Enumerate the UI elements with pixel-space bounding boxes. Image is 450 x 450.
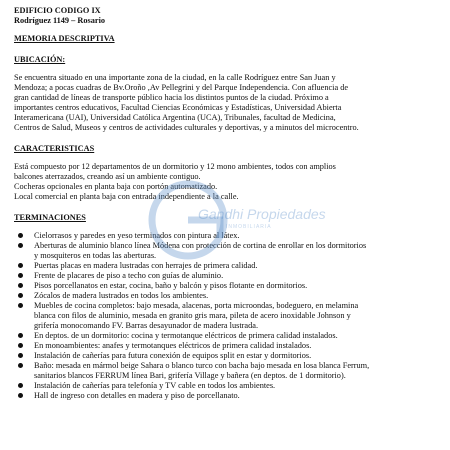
- bullet-icon: [18, 263, 23, 268]
- bullet-icon: [18, 293, 23, 298]
- terminaciones-list: [14, 231, 438, 401]
- bullet-icon: [18, 283, 23, 288]
- bullet-icon: [18, 303, 23, 308]
- list-item: [14, 241, 438, 261]
- bullet-icon: [18, 333, 23, 338]
- bullet-icon: [18, 363, 23, 368]
- list-item: [14, 291, 438, 301]
- list-item-text: En monoambientes: anafes y termotanques eléctricos de primera calidad instalados.: [34, 341, 312, 350]
- caracteristicas-line: Cocheras opcionales en planta baja con portón automatizado.: [14, 182, 218, 191]
- list-item: [14, 391, 438, 401]
- list-item: [14, 271, 438, 281]
- list-item: [14, 281, 438, 291]
- list-item-text: En deptos. de un dormitorio: cocina y termotanque eléctricos de primera calidad instalados.: [34, 331, 338, 340]
- list-item: [14, 381, 438, 391]
- list-item-text: Muebles de cocina completos: bajo mesada, alacenas, porta microondas, bodeguero, en melamina: [34, 301, 359, 310]
- caracteristicas-heading: CARACTERISTICAS: [14, 144, 95, 153]
- bullet-icon: [18, 383, 23, 388]
- list-item: [14, 231, 438, 241]
- list-item-text: Baño: mesada en mármol beige Sahara o blanco turco con bacha bajo mesada en losa blanca Ferrum,: [34, 361, 370, 370]
- list-item-text: y mosquiteros en todas las aberturas.: [34, 251, 157, 260]
- ubicacion-line: gran cantidad de líneas de transporte público hacia los distintos puntos de la ciudad. Próximo a: [14, 93, 329, 102]
- list-item: [14, 331, 438, 341]
- list-item: [14, 361, 438, 381]
- ubicacion-line: Se encuentra situado en una importante zona de la ciudad, en la calle Rodríguez entre San Juan y: [14, 73, 336, 82]
- bullet-icon: [18, 243, 23, 248]
- ubicacion-line: Interamericana (UAI), Universidad Católica Argentina (UCA), Tribunales, facultad de Medicina,: [14, 113, 336, 122]
- document-page: [14, 6, 438, 401]
- list-item: [14, 341, 438, 351]
- list-item-text: Aberturas de aluminio blanco línea Módena con protección de cortina de enrollar en los dormitorios: [34, 241, 367, 250]
- list-item-text: Cielorrasos y paredes en yeso terminados con pintura al látex.: [34, 231, 240, 240]
- caracteristicas-paragraph: [14, 162, 438, 202]
- terminaciones-heading: TERMINACIONES: [14, 213, 86, 222]
- list-item: [14, 301, 438, 331]
- list-item-text: Puertas placas en madera lustradas con herrajes de primera calidad.: [34, 261, 258, 270]
- list-item-text: Pisos porcellanatos en estar, cocina, baño y balcón y pisos flotante en dormitorios.: [34, 281, 308, 290]
- ubicacion-line: Centros de Salud, Museos y centros de actividades culturales y deportivas, y a minutos del microcentro.: [14, 123, 359, 132]
- list-item-text: Zócalos de madera lustrados en todos los ambientes.: [34, 291, 209, 300]
- watermark-brand: Gandhi Propiedades: [198, 206, 326, 222]
- ubicacion-line: importantes centros educativos, Facultad Ciencias Económicas y Estadísticas, Universidad Abierta: [14, 103, 342, 112]
- list-item: [14, 261, 438, 271]
- bullet-icon: [18, 393, 23, 398]
- list-item-text: grifería monocomando FV. Barras desayunador de madera lustrada.: [34, 321, 259, 330]
- ubicacion-line: Mendoza; a pocas cuadras de Bv.Oroño ,Av Pellegrini y del Parque Independencia. Con afluencia de: [14, 83, 349, 92]
- list-item-text: Hall de ingreso con detalles en madera y piso de porcellanato.: [34, 391, 240, 400]
- bullet-icon: [18, 353, 23, 358]
- caracteristicas-line: Está compuesto por 12 departamentos de un dormitorio y 12 mono ambientes, todos con amplios: [14, 162, 336, 171]
- document-title: EDIFICIO CODIGO IX: [14, 6, 101, 15]
- caracteristicas-line: Local comercial en planta baja con entrada independiente a la calle.: [14, 192, 239, 201]
- list-item-text: blanca con filos de aluminio, mesada en granito gris mara, pileta de acero inoxidable Johnson y: [34, 311, 351, 320]
- ubicacion-heading: UBICACIÓN:: [14, 55, 66, 64]
- ubicacion-paragraph: [14, 73, 438, 133]
- list-item-text: Instalación de cañerías para telefonía y TV cable en todos los ambientes.: [34, 381, 276, 390]
- list-item-text: Instalación de cañerías para futura conexión de equipos split en estar y dormitorios.: [34, 351, 312, 360]
- document-address: Rodríguez 1149 – Rosario: [14, 16, 106, 25]
- bullet-icon: [18, 233, 23, 238]
- list-item-text: sanitarios blancos FERRUM línea Bari, grifería Village y bañera (en deptos. de 1 dormitorio).: [34, 371, 346, 380]
- bullet-icon: [18, 343, 23, 348]
- memoria-heading: MEMORIA DESCRIPTIVA: [14, 34, 115, 43]
- bullet-icon: [18, 273, 23, 278]
- caracteristicas-line: balcones aterrazados, creando así un ambiente contiguo.: [14, 172, 201, 181]
- watermark-subtitle: INMOBILIARIA: [226, 224, 272, 230]
- list-item-text: Frente de placares de piso a techo con guías de aluminio.: [34, 271, 224, 280]
- list-item: [14, 351, 438, 361]
